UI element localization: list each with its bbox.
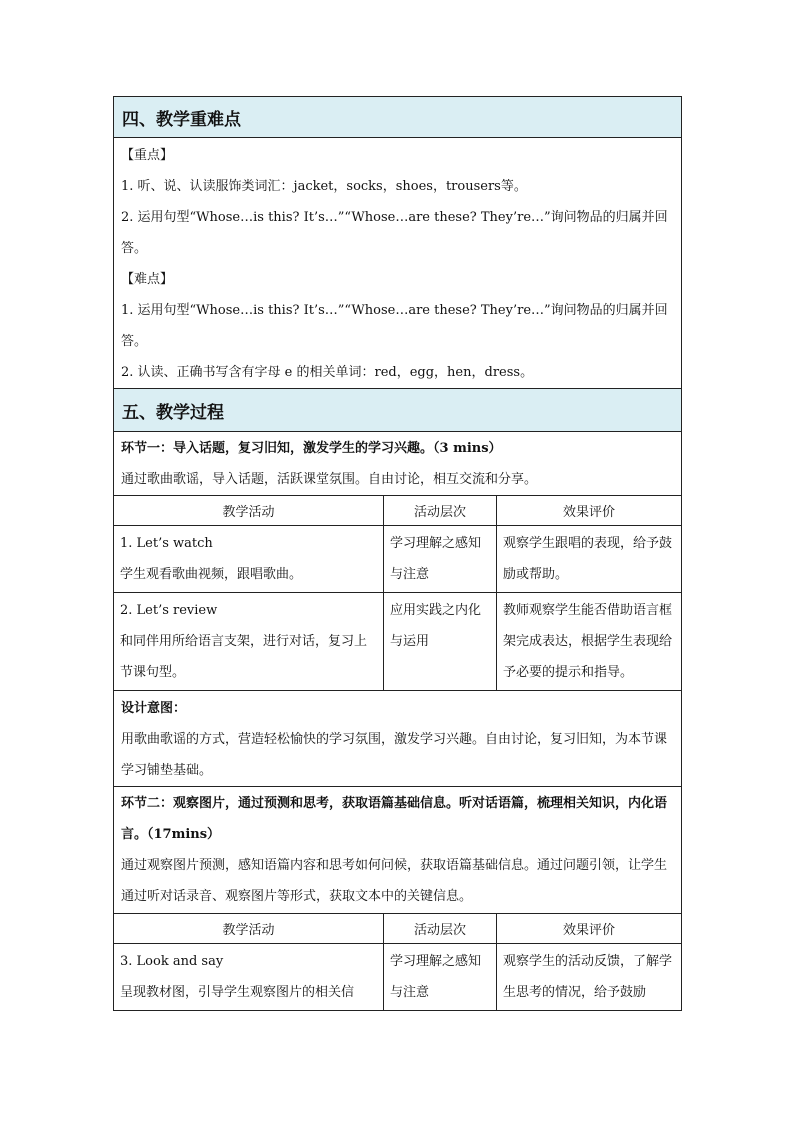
difficult-point-item: 1. 运用句型“Whose…is this? It’s…”“Whose…are these? They’re…”询问物品的归属并回答。	[121, 303, 668, 349]
level-cell: 应用实践之内化与运用	[384, 593, 497, 691]
table-row	[114, 593, 682, 691]
lesson-plan-table	[113, 96, 682, 1011]
lesson-plan-page	[113, 96, 681, 1011]
level-cell: 学习理解之感知与注意	[384, 944, 497, 1011]
column-header-level: 活动层次	[384, 914, 497, 944]
section4-title: 四、教学重难点	[114, 97, 682, 138]
evaluation-cell: 教师观察学生能否借助语言框架完成表达，根据学生表现给予必要的提示和指导。	[497, 593, 682, 691]
column-header-evaluation: 效果评价	[497, 914, 682, 944]
table-row	[114, 944, 682, 1011]
column-header-evaluation: 效果评价	[497, 496, 682, 526]
design-intent-text: 用歌曲歌谣的方式，营造轻松愉快的学习氛围，激发学习兴趣。自由讨论，复习旧知，为本节课学习铺垫基础。	[121, 732, 668, 778]
key-point-item: 1. 听、说、认读服饰类词汇：jacket，socks，shoes，trousers等。	[121, 179, 527, 194]
step1-heading: 环节一：导入话题，复习旧知，激发学生的学习兴趣。（3 mins）	[121, 441, 502, 456]
key-point-item: 2. 运用句型“Whose…is this? It’s…”“Whose…are these? They’re…”询问物品的归属并回答。	[121, 210, 668, 256]
step1-intro	[114, 432, 682, 496]
difficult-point-item: 2. 认读、正确书写含有字母 e 的相关单词：red，egg，hen，dress。	[121, 365, 534, 380]
column-header-level: 活动层次	[384, 496, 497, 526]
step2-description: 通过观察图片预测，感知语篇内容和思考如何问候，获取语篇基础信息。通过问题引领，让学生通过听对话录音、观察图片等形式，获取文本中的关键信息。	[121, 858, 668, 904]
section4-content	[114, 138, 682, 389]
section5-title: 五、教学过程	[114, 389, 682, 432]
difficult-points-heading: 【难点】	[121, 272, 174, 287]
activity-title: 2. Let’s review	[120, 603, 218, 618]
step1-description: 通过歌曲歌谣，导入话题，活跃课堂氛围。自由讨论，相互交流和分享。	[121, 472, 538, 487]
activity-description: 和同伴用所给语言支架，进行对话，复习上节课句型。	[120, 634, 368, 680]
activity-cell	[114, 944, 384, 1011]
activity-cell	[114, 593, 384, 691]
evaluation-cell: 观察学生跟唱的表现，给予鼓励或帮助。	[497, 526, 682, 593]
activity-title: 1. Let’s watch	[120, 536, 213, 551]
step1-intent	[114, 691, 682, 787]
activity-description: 学生观看歌曲视频，跟唱歌曲。	[120, 567, 303, 582]
activity-description: 呈现教材图，引导学生观察图片的相关信	[120, 985, 355, 1000]
key-points-heading: 【重点】	[121, 148, 174, 163]
level-cell: 学习理解之感知与注意	[384, 526, 497, 593]
column-header-activity: 教学活动	[114, 496, 384, 526]
activity-cell	[114, 526, 384, 593]
step2-heading: 环节二：观察图片，通过预测和思考，获取语篇基础信息。听对话语篇，梳理相关知识，内化语言。（17mins）	[121, 796, 668, 842]
step2-intro	[114, 787, 682, 914]
evaluation-cell: 观察学生的活动反馈，了解学生思考的情况，给予鼓励	[497, 944, 682, 1011]
activity-title: 3. Look and say	[120, 954, 224, 969]
table-row	[114, 526, 682, 593]
design-intent-label: 设计意图：	[121, 701, 187, 716]
column-header-activity: 教学活动	[114, 914, 384, 944]
